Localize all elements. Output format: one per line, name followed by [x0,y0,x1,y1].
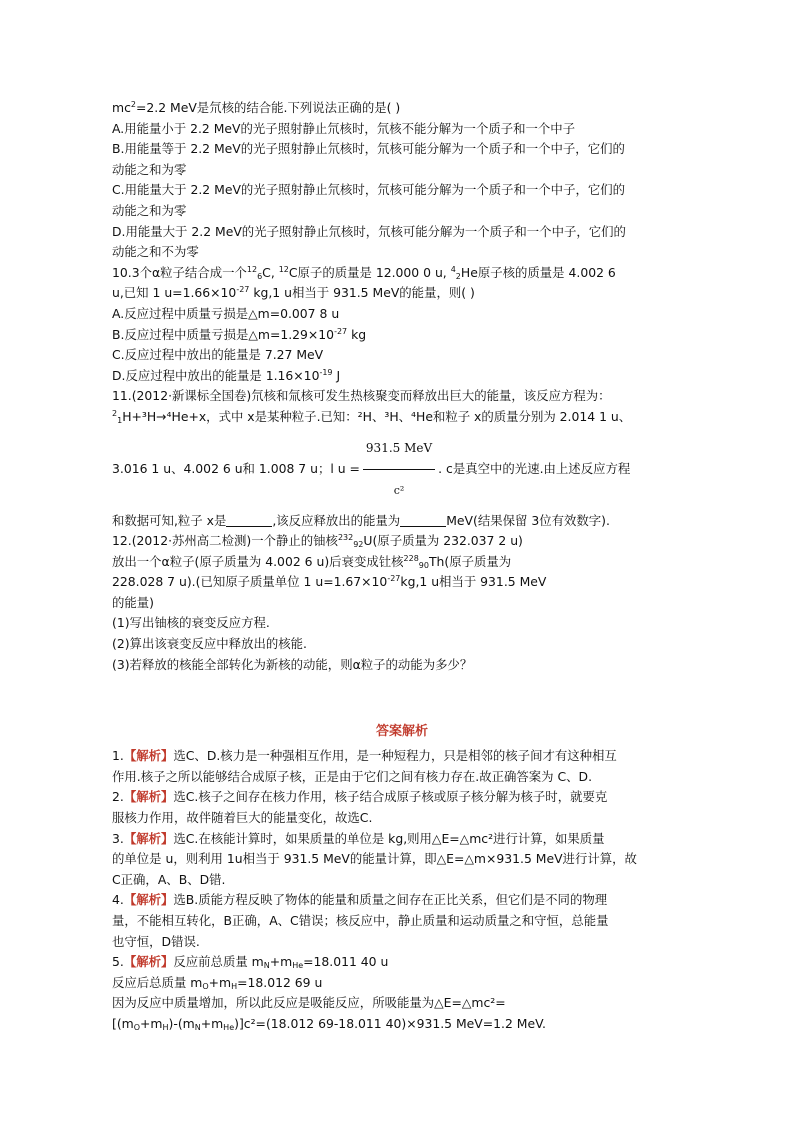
q11-stem-line4: 和数据可知,粒子 x是 ,该反应释放出的能量为 MeV(结果保留 3位有效数字). [112,512,610,528]
q12-sub-question-2: (2)算出该衰变反应中释放出的核能. [112,636,307,652]
q10-stem-line2: u,已知 1 $u=1.66\times 10^{-27}$ kg,1 u相当于 931.5 MeV的能量，则( ) [112,285,475,301]
answer-blank-particle[interactable] [226,514,272,527]
answer-blank-energy[interactable] [400,514,446,527]
q9-option-d: D.用能量大于 2.2 MeV的光子照射静止氘核时，氘核可能分解为一个质子和一个中子，它们的 [112,223,626,239]
q12-sub-question-3: (3)若释放的核能全部转化为新核的动能，则α粒子的动能为多少？ [112,656,473,672]
question-9 [112,98,692,263]
answers-heading: 答案解析 [375,724,428,740]
unit-fraction: $\frac{\text{931.5 MeV}}{\text{c²}}$ [363,428,435,511]
analysis-tag: 【解析】 [123,892,174,908]
analysis-tag: 【解析】 [123,789,174,805]
q9-option-d-cont: 动能之和不为零 [112,244,199,260]
q11-stem-line1: 11.(2012·新课标全国卷)氘核和氚核可发生热核聚变而释放出巨大的能量，该反应方程为： [112,388,611,404]
answer-3: 3.【解析】选C.在核能计算时，如果质量的单位是 kg,则用△E=△mc²进行计算，如果质量 的单位是 u，则利用 1u相当于 931.5 MeV的能量计算，即△E=△m×931.5 MeV进行计算，故 C正确，A、B、D错. [112,830,637,887]
page-content [112,98,692,1035]
q11-stem-line2: $^2_1$H+³H→⁴He+x，式中 x是某种粒子.已知：²H、³H、⁴He和粒子 x的质量分别为 2.014 1 u、 [112,408,632,425]
q9-option-c: C.用能量大于 2.2 MeV的光子照射静止氘核时，氘核可能分解为一个质子和一个中子，它们的 [112,182,626,198]
answer-4: 4.【解析】选B.质能方程反映了物体的能量和质量之间存在正比关系，但它们是不同的物理 量，不能相互转化，B正确，A、C错误；核反应中，静止质量和运动质量之和守恒，总能量 也守恒，D错误. [112,892,609,949]
q12-stem-line4: 的能量) [112,594,155,610]
q12-stem-line1: 12.(2012·苏州高二检测)一个静止的铀核$^{232}_{92}$U(原子质量为 232.037 2 u) [112,533,523,550]
answer-5: 5.【解析】反应前总质量 $m_N+m_{He}=18.011$ 40 u 反应后总质量 $m_O+m_H=18.012$ 69 u 因为反应中质量增加，所以此反应是吸能反应，所吸能量为△E=△mc²= $[(m_O+m_H)-(m_N+m_{He})]c^2=(18.012$ 69-18.011 40)×931.5 MeV=1.2 MeV. [112,954,546,1032]
q10-option-b: B.反应过程中质量亏损是$\triangle m=1.29\times 10^{-27}$ kg [112,326,367,342]
analysis-tag: 【解析】 [123,748,174,764]
answer-2: 2.【解析】选C.核子之间存在核力作用，核子结合成原子核或原子核分解为核子时，就要克 服核力作用，故伴随着巨大的能量变化，故选C. [112,789,608,826]
q11-stem-line3: 3.016 1 u、4.002 6 u和 1.008 7 u；l u = $\frac{\text{931.5 MeV}}{\text{c²}}$ . c是真空中的光速.由上述反应方程 [112,428,692,511]
q9-option-c-cont: 动能之和为零 [112,202,187,218]
q9-option-a: A.用能量小于 2.2 MeV的光子照射静止氘核时，氘核不能分解为一个质子和一个中子 [112,120,576,136]
q10-option-c: C.反应过程中放出的能量是 7.27 MeV [112,347,324,363]
q10-stem-line1: 10.3个α粒子结合成一个$^{12}_6$C, $^{12}$C原子的质量是 12.000 0 u, $^4_2$He原子核的质量是 4.002 6 [112,264,616,281]
analysis-tag: 【解析】 [123,830,174,846]
q9-option-b: B.用能量等于 2.2 MeV的光子照射静止氘核时，氘核可能分解为一个质子和一个中子，它们的 [112,141,625,157]
q12-stem-line2: 放出一个α粒子(原子质量为 4.002 6 u)后衰变成钍核$^{228}_{90}$Th(原子质量为 [112,553,512,570]
q12-stem-line3: 228.028 7 u).(已知原子质量单位 1 $u=1.67\times 10^{-27}kg,1$ u相当于 931.5 MeV [112,574,547,590]
q9-option-b-cont: 动能之和为零 [112,161,187,177]
q10-option-a: A.反应过程中质量亏损是△m=0.007 8 u [112,305,340,321]
q10-option-d: D.反应过程中放出的能量是 $1.16\times 10^{-19}$ J [112,367,341,383]
question-11 [112,386,692,531]
q12-sub-question-1: (1)写出铀核的衰变反应方程. [112,615,270,631]
answer-1: 1.【解析】选C、D.核力是一种强相互作用，是一种短程力，只是相邻的核子间才有这种相互 作用.核子之所以能够结合成原子核，正是由于它们之间有核力存在.故正确答案为 C、D. [112,748,617,784]
q9-stem: $mc^2=2.2$ MeV是氘核的结合能.下列说法正确的是( ) [112,100,401,115]
analysis-tag: 【解析】 [123,954,174,970]
question-10 [112,263,692,387]
question-12 [112,531,692,675]
